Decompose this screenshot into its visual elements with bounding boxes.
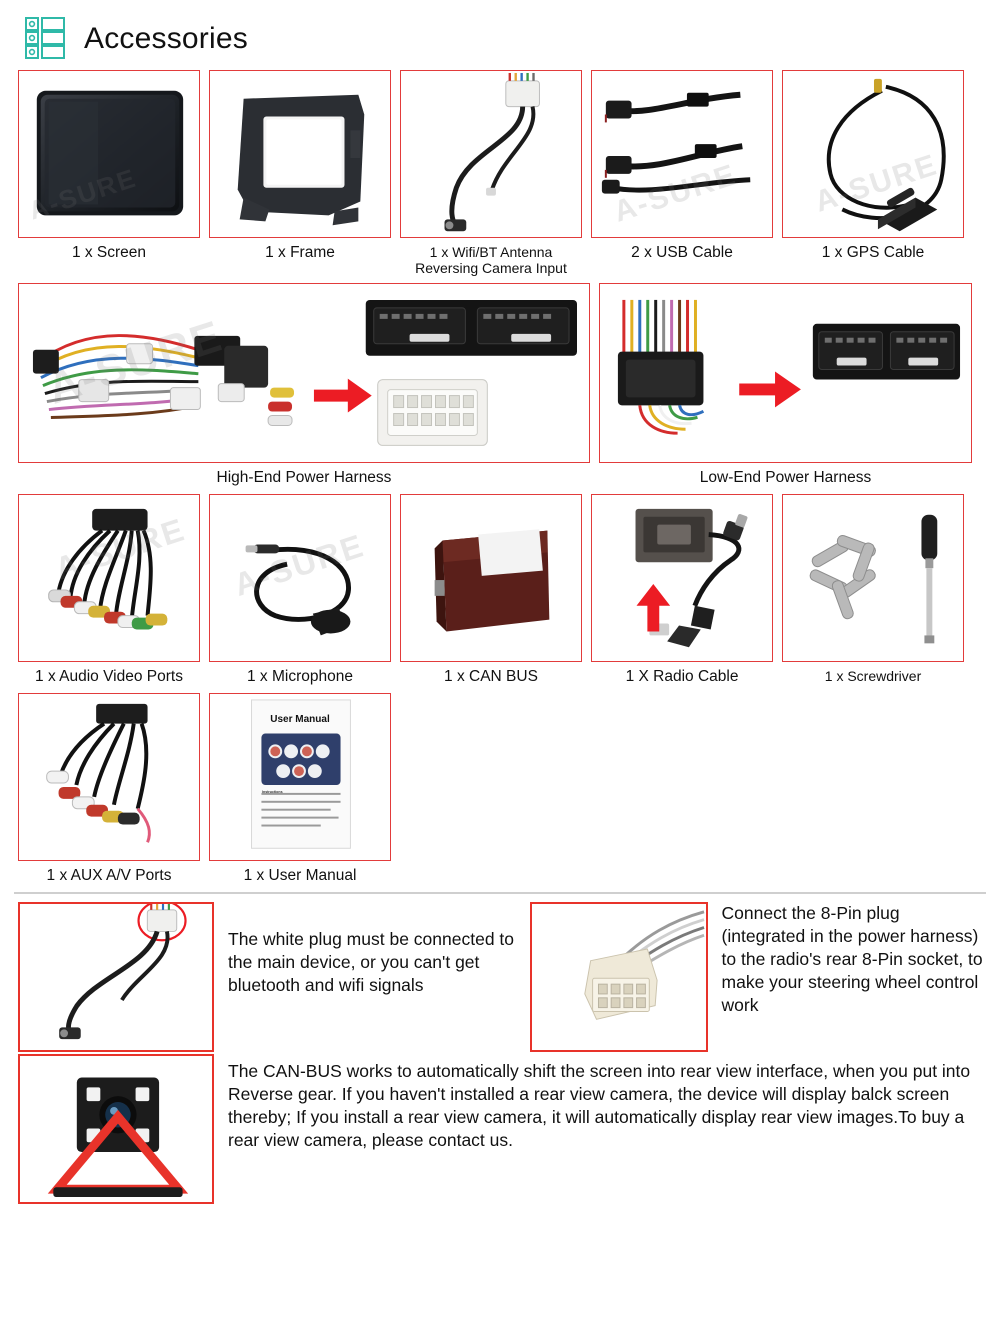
item-caption: 1 x Audio Video Ports bbox=[35, 668, 183, 685]
note-can-bus bbox=[18, 1054, 984, 1204]
arrow bbox=[314, 379, 372, 413]
item-gps-cable bbox=[782, 70, 964, 276]
notes-top-row bbox=[18, 902, 984, 1052]
aux-av-ports-image bbox=[18, 693, 200, 861]
item-caption: 1 x CAN BUS bbox=[444, 668, 538, 685]
gps-cable-image bbox=[782, 70, 964, 238]
usb-cable-image bbox=[591, 70, 773, 238]
item-screen bbox=[18, 70, 200, 276]
item-high-end-power-harness bbox=[18, 283, 590, 487]
manual-title: User Manual bbox=[270, 713, 330, 725]
high-end-power-harness-image bbox=[18, 283, 590, 463]
page-header bbox=[0, 0, 1000, 70]
rear-view-camera-image bbox=[18, 1054, 214, 1204]
white-plug-image bbox=[18, 902, 214, 1052]
item-wifi-bt-antenna bbox=[400, 70, 582, 276]
item-frame bbox=[209, 70, 391, 276]
watermark: A-SURE bbox=[229, 527, 369, 603]
item-usb-cable bbox=[591, 70, 773, 276]
frame-image bbox=[209, 70, 391, 238]
item-caption: 1 x GPS Cable bbox=[821, 244, 925, 261]
item-caption: 1 x User Manual bbox=[243, 866, 357, 884]
watermark: A-SURE bbox=[810, 148, 942, 219]
watermark: A-SURE bbox=[50, 511, 190, 587]
item-caption: 1 X Radio Cable bbox=[625, 668, 739, 685]
list-checklist-icon bbox=[22, 14, 68, 64]
accessories-row-1 bbox=[18, 70, 982, 276]
arrow bbox=[739, 372, 801, 408]
audio-video-ports-image bbox=[18, 494, 200, 662]
accessories-row-2 bbox=[18, 283, 982, 487]
eight-pin-plug-image bbox=[530, 902, 708, 1052]
note-text: Connect the 8-Pin plug (integrated in the power harness) to the radio's rear 8-Pin socket, to make your steering wheel control work bbox=[721, 902, 983, 1015]
note-white-plug bbox=[18, 902, 530, 1052]
item-caption: Low-End Power Harness bbox=[699, 469, 872, 487]
note-text: The CAN-BUS works to automatically shift the screen into rear view interface, when you put into Reverse gear. If you haven't installed a rear view camera, the device will display balck screen thereby; If you install a rear view camera, it will automatically display rear view images.To buy a rear view camera, please contact us. bbox=[228, 1060, 971, 1150]
accessories-row-4 bbox=[18, 693, 982, 885]
watermark: A-SURE bbox=[609, 158, 741, 229]
item-aux-av-ports bbox=[18, 693, 200, 885]
item-caption: 1 x Microphone bbox=[247, 668, 353, 685]
note-eight-pin bbox=[530, 902, 984, 1052]
accessories-row-3 bbox=[18, 494, 982, 686]
wifi-bt-antenna-image bbox=[400, 70, 582, 238]
manual-footer-heading: Instructions bbox=[262, 789, 283, 794]
item-low-end-power-harness bbox=[599, 283, 972, 487]
can-bus-image bbox=[400, 494, 582, 662]
item-screwdriver bbox=[782, 494, 964, 686]
screwdriver-image bbox=[782, 494, 964, 662]
radio-cable-image bbox=[591, 494, 773, 662]
item-audio-video-ports bbox=[18, 494, 200, 686]
item-user-manual bbox=[209, 693, 391, 885]
user-manual-image bbox=[209, 693, 391, 861]
screen-image bbox=[18, 70, 200, 238]
item-caption-line1: 1 x Wifi/BT Antenna bbox=[429, 244, 553, 260]
low-end-power-harness-image bbox=[599, 283, 972, 463]
accessories-grid bbox=[0, 70, 1000, 885]
item-caption: 1 x Screwdriver bbox=[824, 668, 922, 684]
microphone-image bbox=[209, 494, 391, 662]
item-caption: 1 x Screen bbox=[71, 244, 147, 261]
item-can-bus bbox=[400, 494, 582, 686]
item-caption: 2 x USB Cable bbox=[631, 244, 733, 261]
item-caption-line2: Reversing Camera Input bbox=[415, 260, 567, 277]
notes-section bbox=[0, 894, 1000, 1204]
item-caption: 1 x AUX A/V Ports bbox=[46, 866, 172, 884]
page-title: Accessories bbox=[84, 22, 248, 55]
note-text: The white plug must be connected to the main device, or you can't get bluetooth and wifi signals bbox=[228, 928, 515, 995]
item-caption: 1 x Frame bbox=[265, 244, 335, 261]
item-microphone bbox=[209, 494, 391, 686]
item-caption: High-End Power Harness bbox=[216, 469, 392, 487]
item-radio-cable bbox=[591, 494, 773, 686]
